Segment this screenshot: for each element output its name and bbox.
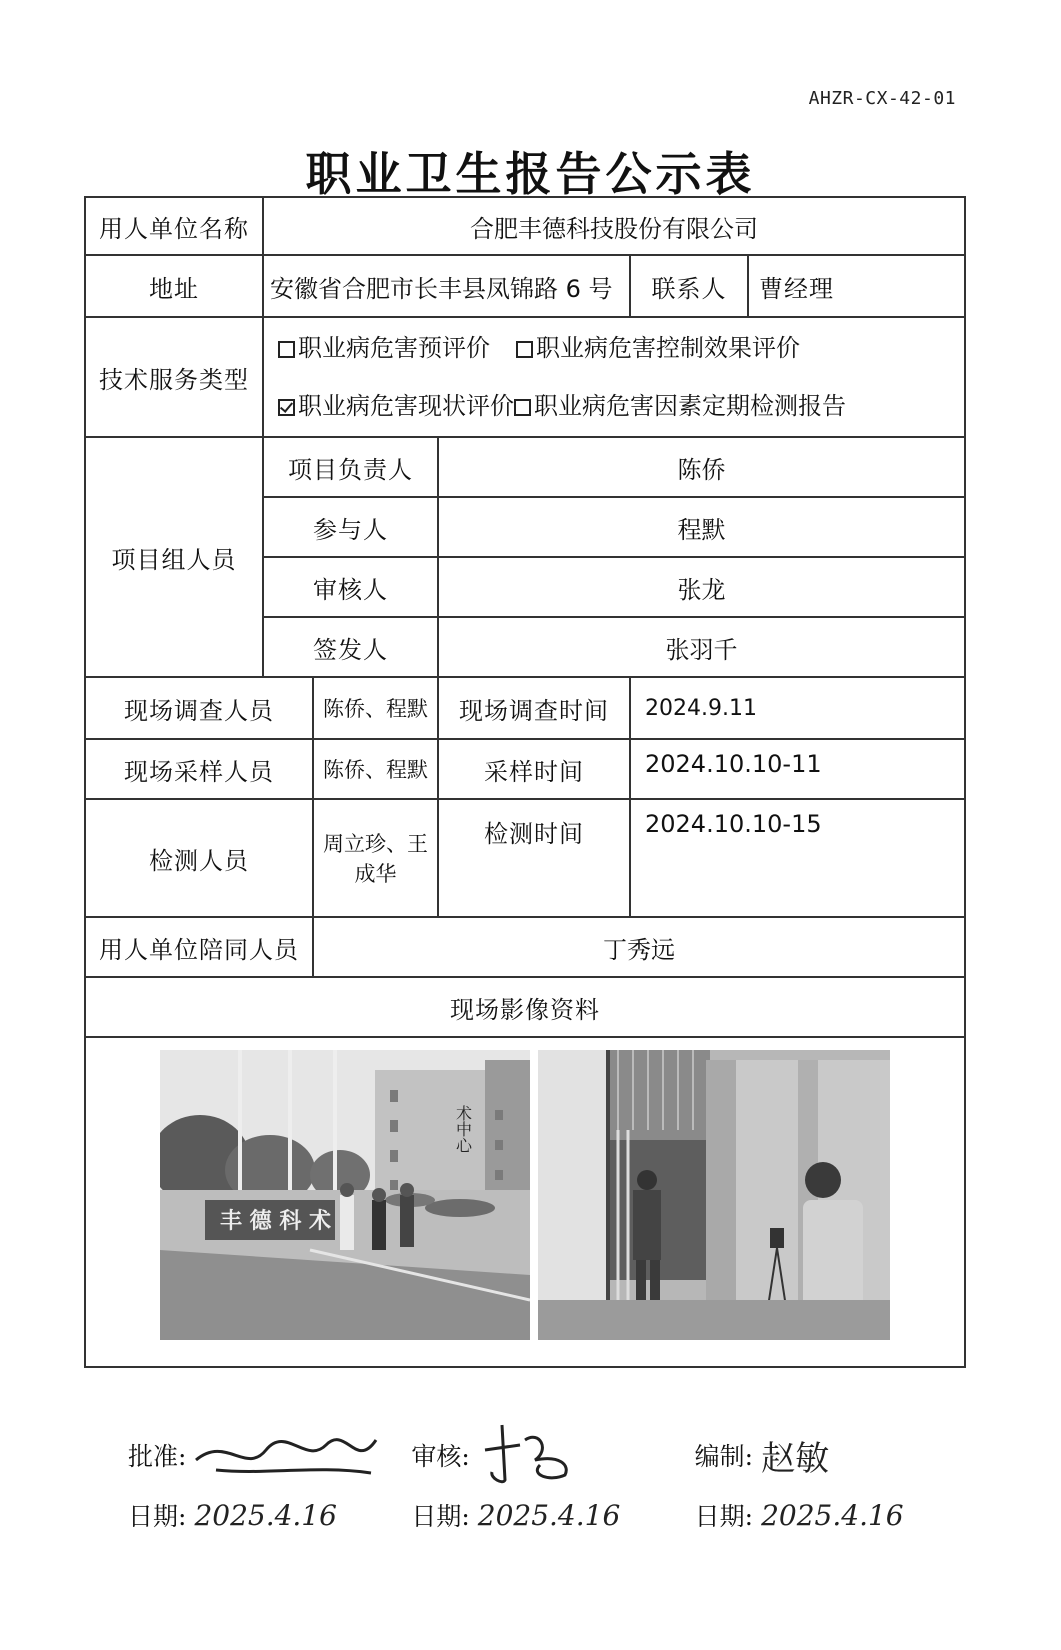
survey-people: 陈侨、程默 xyxy=(313,677,438,739)
compile-value: 赵敏 xyxy=(761,1438,830,1479)
date-label: 日期: xyxy=(694,1502,754,1531)
signature-block xyxy=(128,1425,978,1545)
service-label: 技术服务类型 xyxy=(85,317,263,437)
company-sign-text: 丰 德 科 术 xyxy=(220,1209,331,1234)
date-value: 2025.4.16 xyxy=(761,1498,904,1532)
employer-label: 用人单位名称 xyxy=(85,197,263,255)
review-cell xyxy=(411,1420,694,1490)
sampling-label: 现场采样人员 xyxy=(85,739,313,799)
testing-people: 周立珍、王成华 xyxy=(313,799,438,917)
survey-time: 2024.9.11 xyxy=(630,677,965,739)
team-role-lead: 项目负责人 xyxy=(263,437,438,497)
escort-value: 丁秀远 xyxy=(313,917,965,977)
team-name-reviewer: 张龙 xyxy=(438,557,965,617)
testing-time-label: 检测时间 xyxy=(438,799,630,917)
contact-label: 联系人 xyxy=(630,255,748,317)
document-code: AHZR-CX-42-01 xyxy=(808,88,956,109)
team-name-member: 程默 xyxy=(438,497,965,557)
sampling-time-label: 采样时间 xyxy=(438,739,630,799)
service-option-current[interactable]: 职业病危害现状评价 xyxy=(278,392,514,420)
date-cell-compile xyxy=(695,1497,978,1533)
contact-value: 曹经理 xyxy=(748,255,965,317)
compile-label: 编制: xyxy=(694,1442,754,1471)
team-role-member: 参与人 xyxy=(263,497,438,557)
escort-label: 用人单位陪同人员 xyxy=(85,917,313,977)
address-value: 安徽省合肥市长丰县凤锦路 6 号 xyxy=(263,255,630,317)
site-photo-workers xyxy=(538,1050,890,1340)
date-value: 2025.4.16 xyxy=(477,1498,621,1532)
date-cell-review xyxy=(411,1497,694,1533)
compile-cell xyxy=(695,1431,978,1480)
service-options xyxy=(263,317,965,437)
site-photo-entrance xyxy=(160,1050,530,1340)
building-sign-text: 术中心 xyxy=(453,1105,473,1153)
team-role-reviewer: 审核人 xyxy=(263,557,438,617)
checkbox-icon[interactable] xyxy=(514,399,531,416)
testing-time: 2024.10.10-15 xyxy=(630,799,965,917)
photos-cell xyxy=(85,1037,965,1367)
checkbox-icon[interactable] xyxy=(516,341,533,358)
report-table xyxy=(84,196,966,1368)
survey-label: 现场调查人员 xyxy=(85,677,313,739)
service-option-control[interactable]: 职业病危害控制效果评价 xyxy=(516,334,800,362)
sampling-people: 陈侨、程默 xyxy=(313,739,438,799)
team-role-issuer: 签发人 xyxy=(263,617,438,677)
document-title: 职业卫生报告公示表 xyxy=(305,147,756,201)
date-value: 2025.4.16 xyxy=(194,1498,337,1532)
address-label: 地址 xyxy=(85,255,263,317)
approve-label: 批准: xyxy=(128,1442,187,1471)
service-option-pre[interactable]: 职业病危害预评价 xyxy=(278,334,490,362)
sampling-time: 2024.10.10-11 xyxy=(630,739,965,799)
checked-checkbox-icon[interactable] xyxy=(278,399,295,416)
team-name-issuer: 张羽千 xyxy=(438,617,965,677)
checkbox-icon[interactable] xyxy=(278,341,295,358)
review-label: 审核: xyxy=(411,1442,470,1471)
team-name-lead: 陈侨 xyxy=(438,437,965,497)
photos-label: 现场影像资料 xyxy=(85,977,965,1037)
survey-time-label: 现场调查时间 xyxy=(438,677,630,739)
review-signature xyxy=(470,1420,600,1490)
date-label: 日期: xyxy=(411,1502,470,1531)
employer-value: 合肥丰德科技股份有限公司 xyxy=(263,197,965,255)
testing-label: 检测人员 xyxy=(85,799,313,917)
approve-cell xyxy=(128,1425,411,1485)
date-cell-approve xyxy=(128,1497,411,1533)
service-option-periodic[interactable]: 职业病危害因素定期检测报告 xyxy=(514,392,846,420)
date-label: 日期: xyxy=(128,1502,187,1531)
team-label: 项目组人员 xyxy=(85,437,263,677)
approve-signature xyxy=(186,1425,386,1485)
